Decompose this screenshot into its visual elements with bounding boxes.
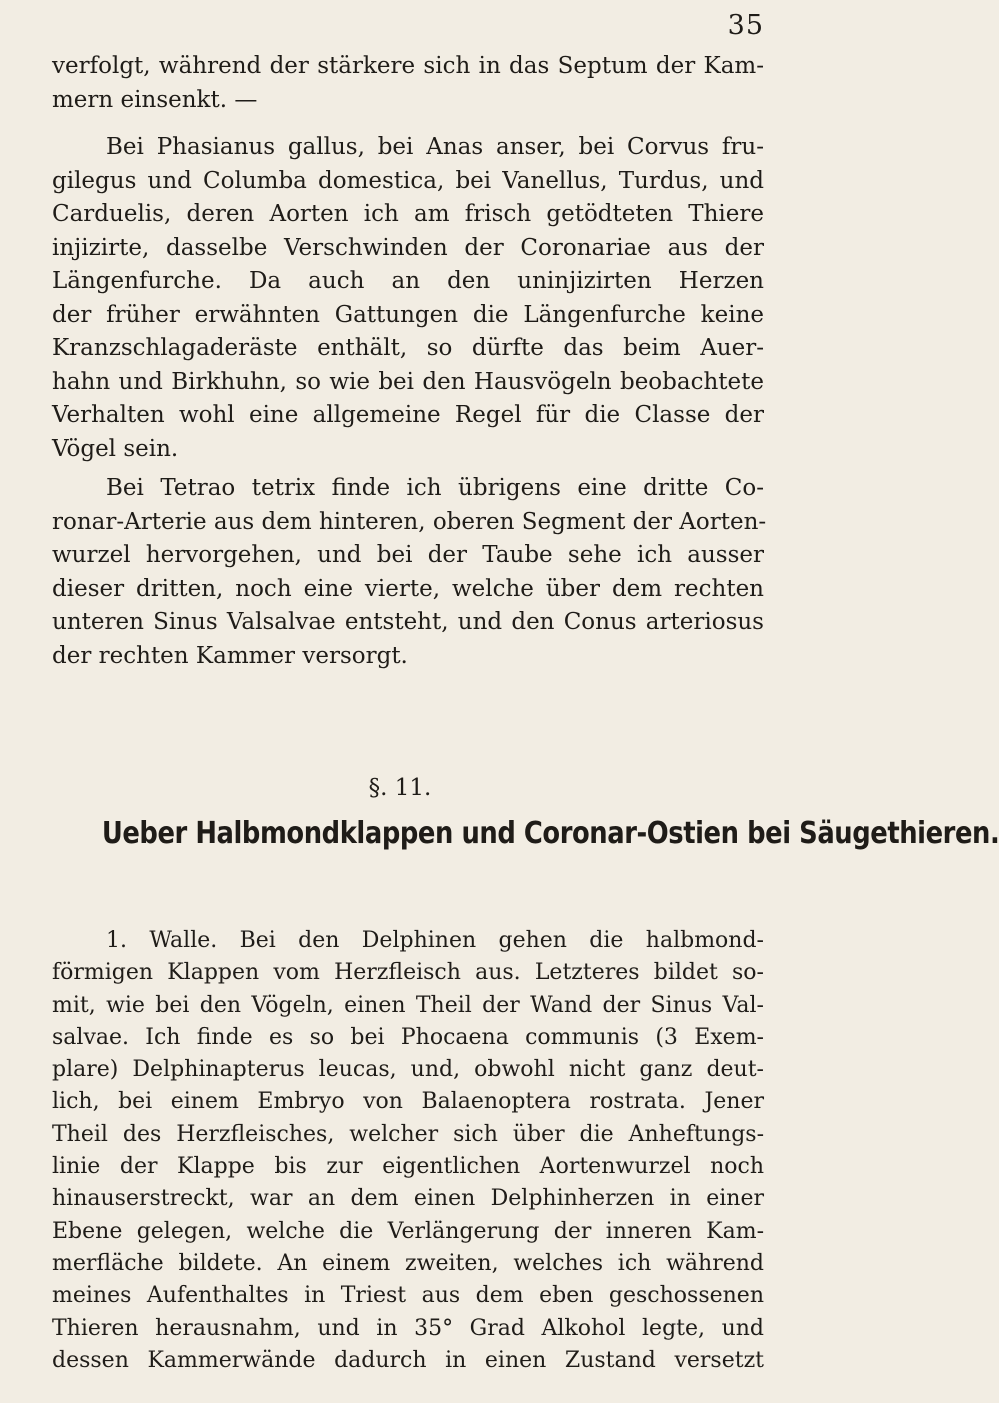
text-line: Carduelis, deren Aorten ich am frisch getödteten Thiere — [52, 201, 764, 227]
text-line: dessen Kammerwände dadurch in einen Zustand versetzt — [52, 1347, 764, 1373]
text-line: wurzel hervorgehen, und bei der Taube sehe ich ausser — [52, 542, 764, 568]
paragraph-4 — [52, 925, 764, 1377]
text-line: der früher erwähnten Gattungen die Längenfurche keine — [52, 301, 764, 328]
section-heading: Ueber Halbmondklappen und Coronar-Ostien bei Säugethieren. — [101, 816, 999, 851]
paragraph-2 — [52, 131, 764, 466]
text-line: injizirte, dasselbe Verschwinden der Coronariae aus der — [52, 234, 764, 261]
text-line: linie der Klappe bis zur eigentlichen Aortenwurzel noch — [52, 1154, 764, 1180]
text-line: Bei Tetrao tetrix finde ich übrigens eine dritte Co- — [106, 475, 764, 501]
section-number: §. 11. — [368, 775, 432, 801]
text-line: hinauserstreckt, war an dem einen Delphinherzen in einer — [52, 1186, 764, 1212]
text-line: lich, bei einem Embryo von Balaenoptera rostrata. Jener — [52, 1089, 764, 1115]
paragraph-3 — [52, 472, 767, 673]
text-line: Thieren herausnahm, und in 35° Grad Alkohol legte, und — [52, 1315, 764, 1341]
text-line: plare) Delphinapterus leucas, und, obwohl nicht ganz deut- — [52, 1057, 764, 1083]
paragraph-1 — [52, 50, 764, 117]
text-line: mit, wie bei den Vögeln, einen Theil der Wand der Sinus Val- — [52, 992, 764, 1018]
page-number: 35 — [727, 10, 764, 41]
text-line: Kranzschlagaderäste enthält, so dürfte das beim Auer- — [52, 335, 764, 361]
text-line: Verhalten wohl eine allgemeine Regel für die Classe der — [52, 402, 764, 428]
text-line: merfläche bildete. An einem zweiten, welches ich während — [52, 1250, 764, 1276]
text-line: hahn und Birkhuhn, so wie bei den Hausvögeln beobachtete — [52, 368, 764, 395]
text-line: 1. Walle. Bei den Delphinen gehen die halbmond- — [106, 928, 764, 953]
text-line: der rechten Kammer versorgt. — [52, 642, 408, 669]
text-line: mern einsenkt. — — [52, 86, 258, 113]
text-line: meines Aufenthaltes in Triest aus dem eben geschossenen — [52, 1283, 764, 1309]
text-line: verfolgt, während der stärkere sich in das Septum der Kam- — [52, 53, 764, 79]
text-line: Ebene gelegen, welche die Verlängerung der inneren Kam- — [52, 1218, 764, 1244]
text-line: gilegus und Columba domestica, bei Vanellus, Turdus, und — [52, 167, 764, 194]
text-line: förmigen Klappen vom Herzfleisch aus. Letzteres bildet so- — [52, 960, 764, 986]
text-line: Vögel sein. — [52, 435, 179, 462]
text-line: salvae. Ich finde es so bei Phocaena communis (3 Exem- — [52, 1024, 764, 1050]
text-line: Bei Phasianus gallus, bei Anas anser, bei Corvus fru- — [106, 134, 764, 160]
text-line: unteren Sinus Valsalvae entsteht, und den Conus arteriosus — [52, 609, 764, 635]
text-line: Theil des Herzfleisches, welcher sich über die Anheftungs- — [52, 1121, 764, 1147]
text-line: Längenfurche. Da auch an den uninjizirten Herzen — [52, 268, 764, 294]
text-line: dieser dritten, noch eine vierte, welche über dem rechten — [52, 575, 764, 602]
text-line: ronar-Arterie aus dem hinteren, oberen Segment der Aorten- — [52, 508, 767, 535]
